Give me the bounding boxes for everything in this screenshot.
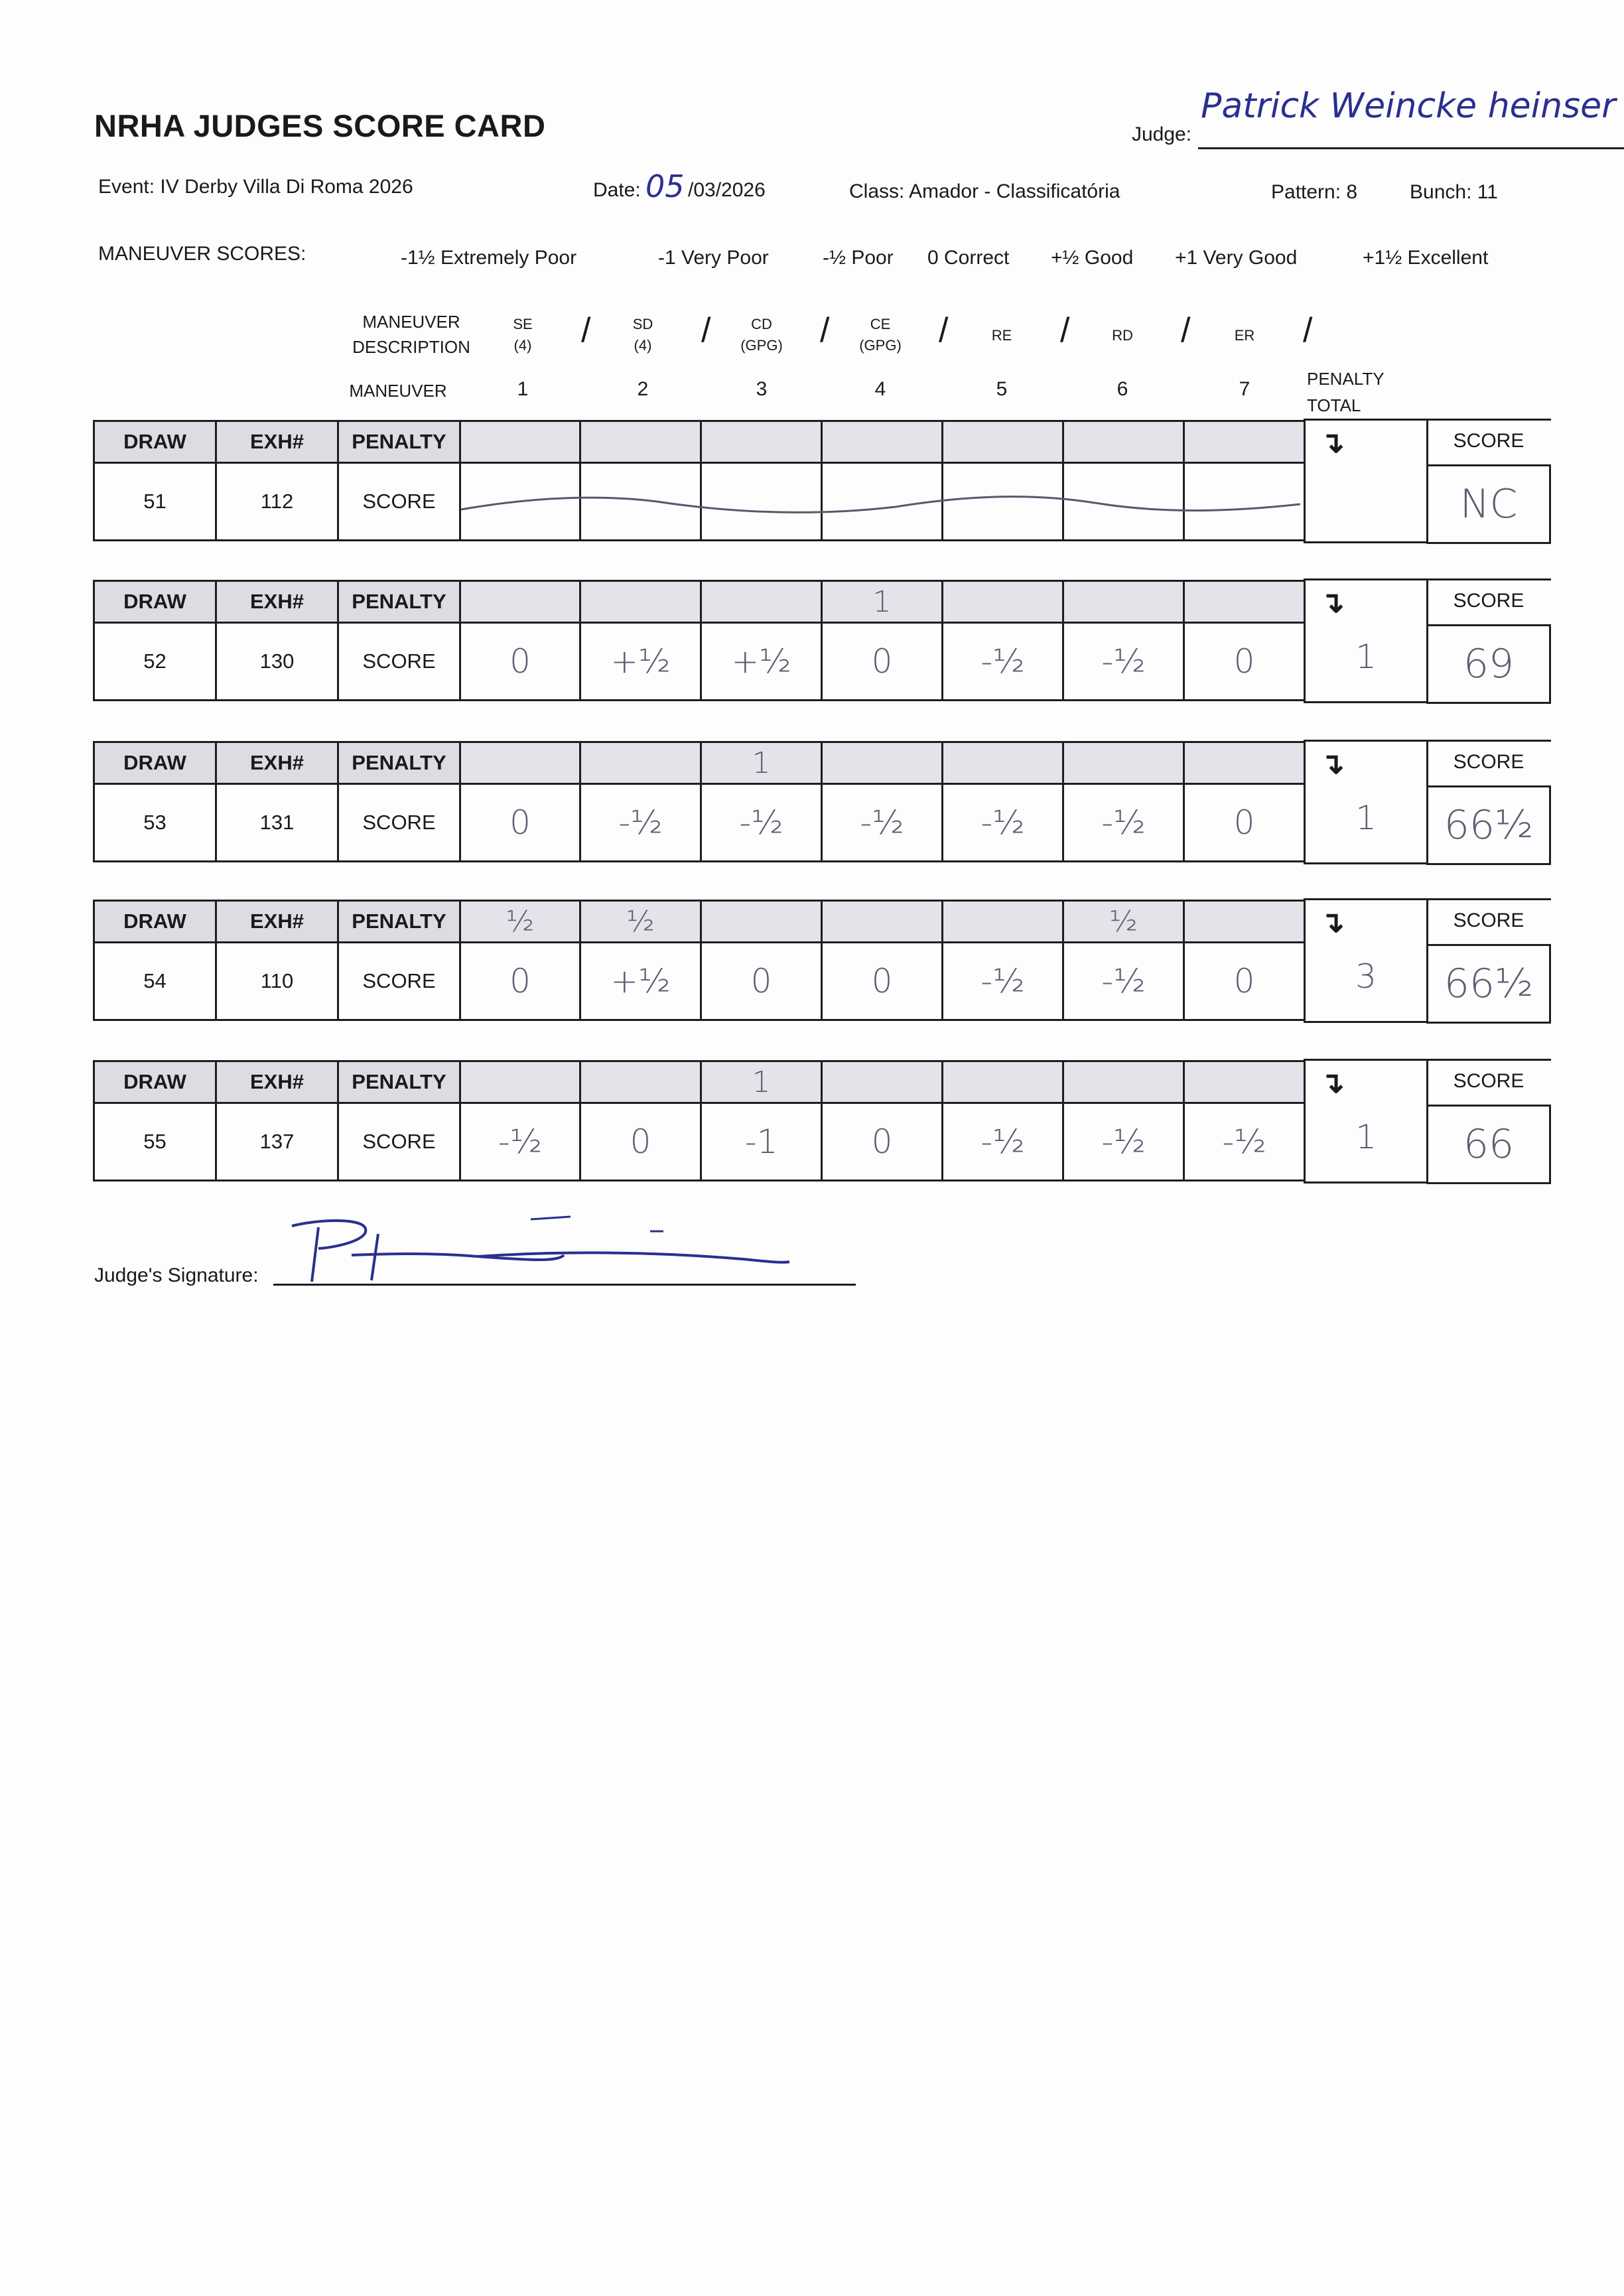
judge-underline <box>1198 147 1624 149</box>
penalty-cell <box>579 900 702 943</box>
score-row <box>93 622 1306 701</box>
maneuver-number: 2 <box>637 378 649 400</box>
judge-name: Patrick Weincke heinser <box>1201 86 1616 126</box>
penalty-cell <box>1062 420 1185 464</box>
score-row <box>93 783 1306 862</box>
score-label: SCORE <box>337 941 461 1021</box>
maneuver-score: 0 <box>1233 803 1255 842</box>
penalty-cell <box>700 1060 823 1104</box>
maneuver-score: -½ <box>618 803 663 842</box>
maneuver-sub: (4) <box>634 337 652 354</box>
maneuver-number: 3 <box>756 378 768 400</box>
maneuver-score-cell <box>459 1102 581 1182</box>
maneuver-score: 0 <box>630 1122 651 1161</box>
penalty-mark: ½ <box>1109 904 1138 939</box>
scale-item: -½ Poor <box>823 247 894 269</box>
final-score-label: SCORE <box>1453 751 1524 773</box>
penalty-header: PENALTY <box>337 900 461 943</box>
draw-number: 53 <box>93 783 217 862</box>
date-day: 05 <box>645 169 685 204</box>
penalty-cell <box>700 420 823 464</box>
penalty-cell <box>700 900 823 943</box>
maneuver-score-cell <box>821 622 943 701</box>
penalty-total-box <box>1304 740 1428 864</box>
maneuver-sub: (GPG) <box>740 337 783 354</box>
maneuver-score: -½ <box>860 803 904 842</box>
maneuver-num-label: MANEUVER <box>349 381 447 401</box>
maneuver-score-cell <box>941 1102 1064 1182</box>
penalty-cell <box>459 420 581 464</box>
maneuver-score-cell <box>941 622 1064 701</box>
final-score-cell <box>1426 944 1551 1024</box>
maneuver-score: 0 <box>509 962 531 1000</box>
exhibitor-number: 131 <box>215 783 339 862</box>
penalty-cell <box>941 420 1064 464</box>
maneuver-score-cell <box>821 783 943 862</box>
score-row <box>93 941 1306 1021</box>
maneuver-code: SD <box>632 316 653 332</box>
final-score-label: SCORE <box>1453 910 1524 931</box>
final-score-label: SCORE <box>1453 430 1524 452</box>
penalty-row <box>93 1060 1306 1104</box>
draw-number: 55 <box>93 1102 217 1182</box>
maneuver-separator: / <box>820 311 830 350</box>
event-label: Event: IV Derby Villa Di Roma 2026 <box>98 176 413 198</box>
penalty-total: 1 <box>1355 799 1377 837</box>
maneuver-score-cell <box>700 783 823 862</box>
penalty-header: PENALTY <box>337 741 461 785</box>
penalty-header: PENALTY <box>337 580 461 624</box>
penalty-cell <box>941 900 1064 943</box>
maneuver-number: 6 <box>1116 378 1128 400</box>
scale-item: +½ Good <box>1051 247 1134 269</box>
maneuver-score: -½ <box>981 962 1025 1000</box>
penalty-cell <box>579 1060 702 1104</box>
judge-signature <box>279 1207 809 1294</box>
maneuver-score-cell <box>821 941 943 1021</box>
signature-label: Judge's Signature: <box>94 1264 259 1286</box>
draw-header: DRAW <box>93 420 217 464</box>
penalty-cell <box>1183 900 1306 943</box>
bunch-label: Bunch: 11 <box>1410 181 1498 203</box>
maneuver-score-cell <box>1062 622 1185 701</box>
exhibitor-number: 130 <box>215 622 339 701</box>
maneuver-score-cell <box>1183 1102 1306 1182</box>
penalty-cell <box>579 580 702 624</box>
maneuver-score: -½ <box>1101 803 1146 842</box>
penalty-cell <box>459 741 581 785</box>
penalty-cell <box>1183 741 1306 785</box>
maneuver-score-cell <box>941 941 1064 1021</box>
maneuver-score: -½ <box>498 1122 543 1161</box>
final-score-label: SCORE <box>1453 1070 1524 1092</box>
draw-header: DRAW <box>93 741 217 785</box>
maneuver-score: -1 <box>744 1122 778 1161</box>
maneuver-desc-label-2: DESCRIPTION <box>352 337 470 357</box>
penalty-total-box <box>1304 1059 1428 1183</box>
penalty-cell <box>941 1060 1064 1104</box>
maneuver-number: 7 <box>1239 378 1251 400</box>
maneuver-score-cell <box>459 783 581 862</box>
score-label: SCORE <box>337 622 461 701</box>
maneuver-score: -½ <box>1101 962 1146 1000</box>
scale-item: +1½ Excellent <box>1363 247 1489 269</box>
maneuver-score: +½ <box>610 962 671 1000</box>
penalty-header: PENALTY <box>337 1060 461 1104</box>
maneuver-score-cell <box>459 941 581 1021</box>
penalty-total: 1 <box>1355 638 1377 676</box>
penalty-cell <box>1183 580 1306 624</box>
score-label: SCORE <box>337 462 461 541</box>
scale-item: -1 Very Poor <box>658 247 769 269</box>
penalty-total: 3 <box>1355 957 1377 996</box>
draw-number: 54 <box>93 941 217 1021</box>
penalty-cell <box>459 900 581 943</box>
penalty-cell <box>821 580 943 624</box>
draw-header: DRAW <box>93 1060 217 1104</box>
penalty-cell <box>700 741 823 785</box>
maneuver-number: 1 <box>517 378 529 400</box>
penalty-cell <box>1062 580 1185 624</box>
arrow-icon: ↴ <box>1320 427 1345 459</box>
card-title: NRHA JUDGES SCORE CARD <box>94 108 546 143</box>
draw-number: 51 <box>93 462 217 541</box>
maneuver-score: 0 <box>509 642 531 681</box>
maneuver-code: CD <box>751 316 772 332</box>
final-score: 66½ <box>1444 961 1534 1007</box>
maneuver-score: -½ <box>1101 642 1146 681</box>
final-score: 66 <box>1463 1121 1515 1168</box>
final-score-cell <box>1426 1105 1551 1184</box>
draw-number: 52 <box>93 622 217 701</box>
exh-header: EXH# <box>215 580 339 624</box>
maneuver-separator: / <box>939 311 949 350</box>
arrow-icon: ↴ <box>1320 586 1345 619</box>
maneuver-number: 4 <box>874 378 886 400</box>
exh-header: EXH# <box>215 420 339 464</box>
penalty-cell <box>821 420 943 464</box>
no-score-line <box>458 483 1307 523</box>
final-score-cell <box>1426 785 1551 865</box>
scale-item: -1½ Extremely Poor <box>401 247 577 269</box>
penalty-cell <box>1062 900 1185 943</box>
maneuver-score-cell <box>1183 941 1306 1021</box>
class-label: Class: Amador - Classificatória <box>849 180 1120 202</box>
maneuver-score-cell <box>700 941 823 1021</box>
penalty-cell <box>459 580 581 624</box>
exhibitor-number: 110 <box>215 941 339 1021</box>
arrow-icon: ↴ <box>1320 1067 1345 1099</box>
penalty-cell <box>1062 741 1185 785</box>
score-label: SCORE <box>337 1102 461 1182</box>
penalty-row <box>93 900 1306 943</box>
maneuver-code: ER <box>1234 327 1255 344</box>
exh-header: EXH# <box>215 1060 339 1104</box>
penalty-cell <box>821 900 943 943</box>
draw-header: DRAW <box>93 900 217 943</box>
maneuver-score: 0 <box>871 962 893 1000</box>
final-score-box <box>1426 740 1551 864</box>
maneuver-score-cell <box>1062 783 1185 862</box>
penalty-row <box>93 741 1306 785</box>
maneuver-score: 0 <box>1233 642 1255 681</box>
maneuver-scores-label: MANEUVER SCORES: <box>98 243 306 265</box>
maneuver-score-cell <box>1183 622 1306 701</box>
maneuver-separator: / <box>581 311 591 350</box>
maneuver-score: -½ <box>1101 1122 1146 1161</box>
maneuver-score-cell <box>579 622 702 701</box>
maneuver-score: -½ <box>981 642 1025 681</box>
score-label: SCORE <box>337 783 461 862</box>
maneuver-score-cell <box>579 1102 702 1182</box>
penalty-cell <box>1062 1060 1185 1104</box>
penalty-cell <box>941 741 1064 785</box>
maneuver-sub: (GPG) <box>859 337 902 354</box>
maneuver-code: RD <box>1112 327 1133 344</box>
final-score-box <box>1426 578 1551 703</box>
maneuver-score: 0 <box>871 1122 893 1161</box>
maneuver-score: -½ <box>981 1122 1025 1161</box>
scale-item: +1 Very Good <box>1175 247 1298 269</box>
maneuver-score: -½ <box>981 803 1025 842</box>
maneuver-score-cell <box>579 941 702 1021</box>
exhibitor-number: 112 <box>215 462 339 541</box>
final-score-cell <box>1426 464 1551 544</box>
penalty-cell <box>579 420 702 464</box>
score-row <box>93 1102 1306 1182</box>
penalty-mark: ½ <box>506 904 535 939</box>
maneuver-score-cell <box>1062 1102 1185 1182</box>
maneuver-score-cell <box>941 783 1064 862</box>
final-score-box <box>1426 1059 1551 1183</box>
maneuver-desc-label-1: MANEUVER <box>362 312 460 332</box>
penalty-row <box>93 420 1306 464</box>
exh-header: EXH# <box>215 900 339 943</box>
penalty-mark: 1 <box>872 584 892 619</box>
draw-header: DRAW <box>93 580 217 624</box>
maneuver-score-cell <box>459 622 581 701</box>
maneuver-score: -½ <box>1222 1122 1266 1161</box>
maneuver-score: +½ <box>731 642 791 681</box>
maneuver-score: -½ <box>739 803 783 842</box>
final-score-label: SCORE <box>1453 590 1524 612</box>
maneuver-score-cell <box>821 1102 943 1182</box>
arrow-icon: ↴ <box>1320 748 1345 780</box>
maneuver-separator: / <box>701 311 711 350</box>
final-score: 66½ <box>1444 802 1534 848</box>
maneuver-score: 0 <box>509 803 531 842</box>
judge-label: Judge: <box>1132 123 1192 145</box>
final-score-box <box>1426 419 1551 543</box>
pattern-label: Pattern: 8 <box>1271 181 1358 203</box>
penalty-total-box <box>1304 419 1428 543</box>
maneuver-score-cell <box>1062 941 1185 1021</box>
maneuver-separator: / <box>1181 311 1191 350</box>
penalty-row <box>93 580 1306 624</box>
penalty-cell <box>1183 420 1306 464</box>
final-score-cell <box>1426 624 1551 704</box>
final-score: 69 <box>1463 641 1515 687</box>
penalty-total-label-2: TOTAL <box>1307 395 1361 415</box>
penalty-cell <box>459 1060 581 1104</box>
penalty-cell <box>700 580 823 624</box>
maneuver-score: +½ <box>610 642 671 681</box>
maneuver-score: 0 <box>750 962 772 1000</box>
penalty-mark: ½ <box>626 904 655 939</box>
penalty-total-box <box>1304 898 1428 1023</box>
maneuver-score-cell <box>579 783 702 862</box>
penalty-cell <box>579 741 702 785</box>
maneuver-score-cell <box>700 1102 823 1182</box>
scale-item: 0 Correct <box>927 247 1010 269</box>
exhibitor-number: 137 <box>215 1102 339 1182</box>
date-rest: /03/2026 <box>688 179 766 201</box>
maneuver-number: 5 <box>996 378 1008 400</box>
penalty-cell <box>821 1060 943 1104</box>
final-score: NC <box>1459 481 1518 527</box>
maneuver-score-cell <box>700 622 823 701</box>
penalty-cell <box>821 741 943 785</box>
penalty-mark: 1 <box>752 746 771 780</box>
penalty-header: PENALTY <box>337 420 461 464</box>
penalty-mark: 1 <box>752 1065 771 1099</box>
penalty-cell <box>1183 1060 1306 1104</box>
date-label: Date: <box>593 179 641 201</box>
maneuver-sub: (4) <box>513 337 532 354</box>
exh-header: EXH# <box>215 741 339 785</box>
maneuver-code: SE <box>513 316 533 332</box>
maneuver-code: CE <box>870 316 891 332</box>
arrow-icon: ↴ <box>1320 906 1345 939</box>
maneuver-score: 0 <box>871 642 893 681</box>
maneuver-score: 0 <box>1233 962 1255 1000</box>
maneuver-score-cell <box>1183 783 1306 862</box>
penalty-total-label-1: PENALTY <box>1307 369 1385 389</box>
penalty-total: 1 <box>1355 1118 1377 1156</box>
maneuver-code: RE <box>991 327 1012 344</box>
final-score-box <box>1426 898 1551 1023</box>
penalty-cell <box>941 580 1064 624</box>
maneuver-separator: / <box>1060 311 1070 350</box>
maneuver-separator: / <box>1303 311 1313 350</box>
penalty-total-box <box>1304 578 1428 703</box>
